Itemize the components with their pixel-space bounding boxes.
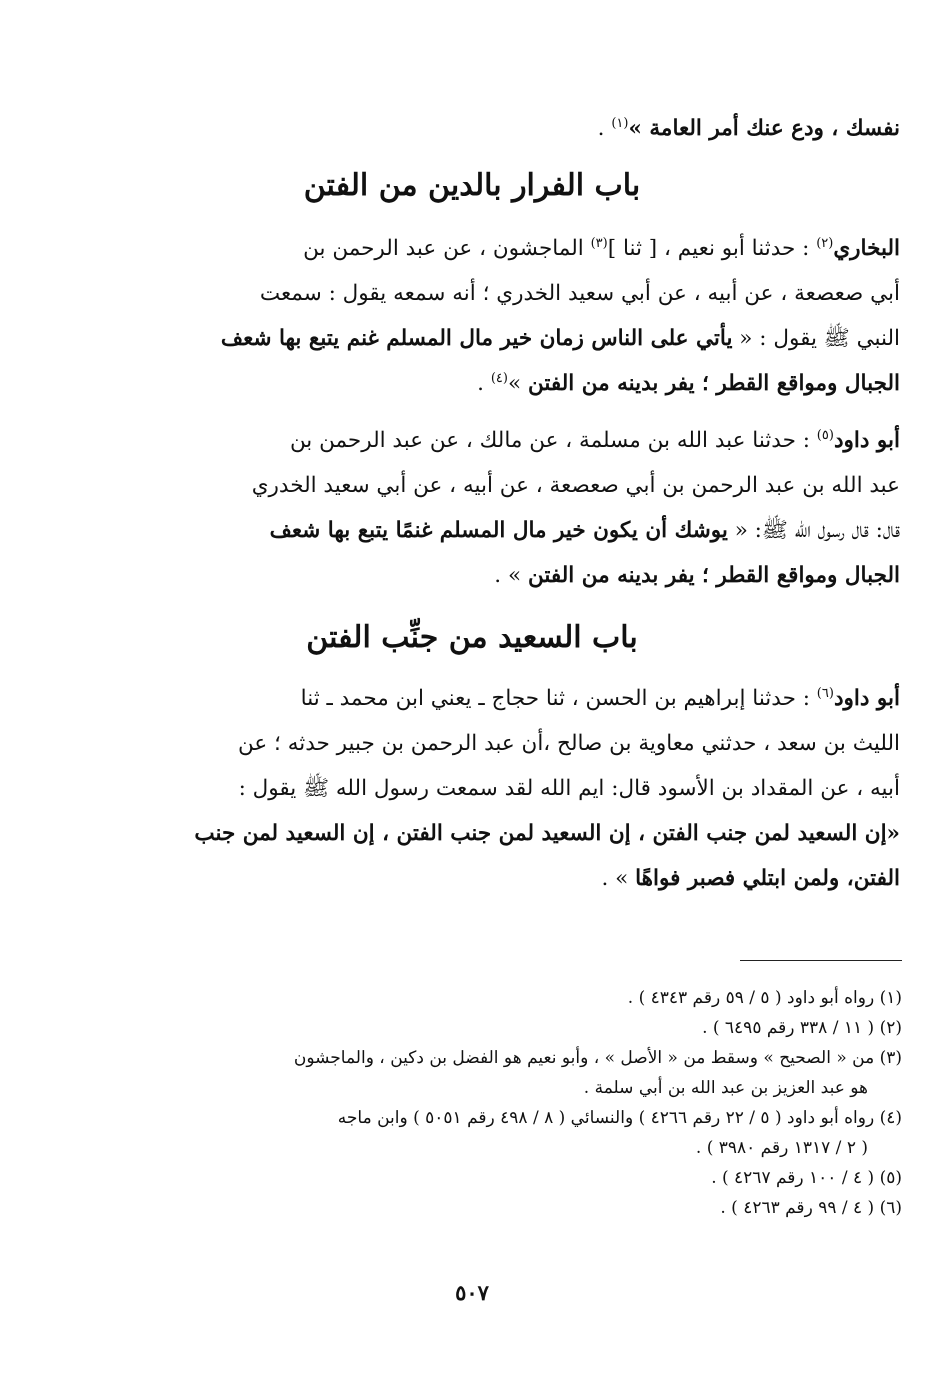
hadith-text: يأتي على الناس زمان خير مال المسلم غنم يتبع بها شعف [220,326,733,351]
text-line [165,226,900,271]
text-span: النبي ﷺ يقول : « [732,326,900,351]
text-span: » . [494,563,528,588]
footnote-ref-5[interactable]: (٥) [816,427,834,443]
text-span: » . [601,866,636,891]
intro-end: . [597,116,612,141]
hadith-text: يوشك أن يكون خير مال المسلم غنمًا يتبع بها شعف [269,518,728,543]
footnote-6: (٦) ( ٤ / ٩٩ رقم ٤٢٦٣ ) . [720,1198,902,1218]
footnote-ref-3[interactable]: (٣) [590,235,608,251]
narrator-lead: أبو داود [833,428,900,453]
footnote-ref-1[interactable]: (١) [611,115,629,131]
text-line: الليث بن سعد ، حدثني معاوية بن صالح ،أن عبد الرحمن بن جبير حدثه ؛ عن [238,731,900,756]
text-span: : حدثنا عبد الله بن مسلمة ، عن مالك ، عن عبد الرحمن بن [289,428,817,453]
text-span: » [507,371,528,396]
text-span: قال: قال رسول الله ﷺ: « [727,518,900,543]
text-span: : حدثنا إبراهيم بن الحسن ، ثنا حجاج ـ يعني ابن محمد ـ ثنا [300,686,817,711]
text-line: أبي صعصعة ، عن أبيه ، عن أبي سعيد الخدري ؛ أنه سمعه يقول : سمعت [259,281,900,306]
footnote-separator [740,960,902,961]
footnote-1: (١) رواه أبو داود ( ٥ / ٥٩ رقم ٤٣٤٣ ) . [627,988,902,1008]
intro-line [165,106,900,151]
footnote-3-continuation: هو عبد العزيز بن عبد الله بن أبي سلمة . [583,1078,868,1098]
hadith-text: الجبال ومواقع القطر ؛ يفر بدينه من الفتن [527,563,900,588]
text-line [165,553,900,598]
footnote-4: (٤) رواه أبو داود ( ٥ / ٢٢ رقم ٤٢٦٦ ) والنسائي ( ٨ / ٤٩٨ رقم ٥٠٥١ ) وابن ماجه [337,1108,902,1128]
section-heading-flight-with-religion: باب الفرار بالدين من الفتن [303,168,641,203]
hadith-abu-dawud-paragraph [165,418,900,598]
hadith-miqdad-paragraph [165,676,900,901]
footnote-4-continuation: ( ٢ / ١٣١٧ رقم ٣٩٨٠ ) . [695,1138,868,1158]
text-line [165,856,900,901]
intro-text: نفسك ، ودع عنك أمر العامة » [628,116,900,141]
intro-paragraph [165,106,900,151]
footnote-ref-6[interactable]: (٦) [816,685,834,701]
footnotes [142,983,902,1223]
text-span: الماجشون ، عن عبد الرحمن بن [303,236,591,261]
text-line: عبد الله بن عبد الرحمن بن أبي صعصعة ، عن أبيه ، عن أبي سعيد الخدري [251,473,900,498]
hadith-text: الجبال ومواقع القطر ؛ يفر بدينه من الفتن [527,371,900,396]
page-number: ٥٠٧ [455,1280,489,1305]
text-line [165,508,900,553]
text-line [165,316,900,361]
footnote-3: (٣) من « الصحيح » وسقط من « الأصل » ، وأبو نعيم هو الفضل بن دكين ، والماجشون [293,1048,902,1068]
hadith-text-line: «إن السعيد لمن جنب الفتن ، إن السعيد لمن جنب الفتن ، إن السعيد لمن جنب [194,821,900,846]
footnote-5: (٥) ( ٤ / ١٠٠ رقم ٤٢٦٧ ) . [711,1168,902,1188]
narrator-lead: البخاري [833,236,900,261]
text-line: أبيه ، عن المقداد بن الأسود قال: ايم الله لقد سمعت رسول الله ﷺ يقول : [238,776,900,801]
text-line [165,676,900,721]
text-line [165,361,900,406]
narrator-lead: أبو داود [833,686,900,711]
text-span: . [477,371,491,396]
footnote-ref-2[interactable]: (٢) [816,235,834,251]
text-line [165,418,900,463]
section-heading-happy-avoiding-trials: باب السعيد من جنِّب الفتن [306,620,638,655]
footnote-2: (٢) ( ١١ / ٣٣٨ رقم ٦٤٩٥ ) . [702,1018,902,1038]
text-span: : حدثنا أبو نعيم ، [ ثنا ] [607,236,817,261]
footnote-ref-4[interactable]: (٤) [490,370,508,386]
hadith-bukhari-paragraph [165,226,900,406]
hadith-text: الفتن، ولمن ابتلي فصبر فواهًا [635,866,900,891]
